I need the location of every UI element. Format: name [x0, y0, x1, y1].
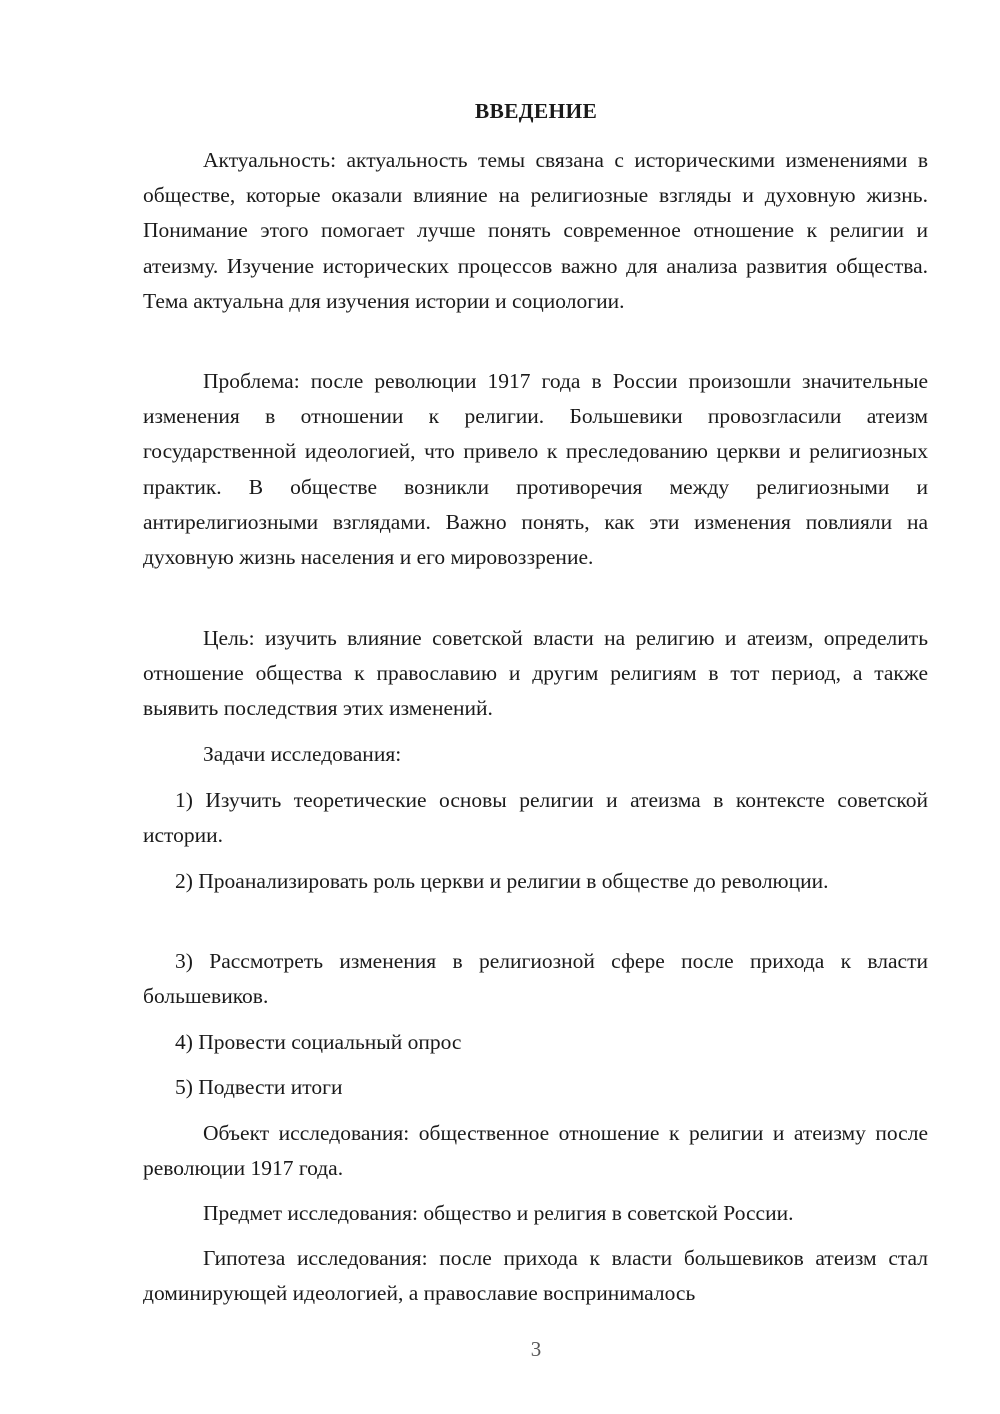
paragraph-object: Объект исследования: общественное отношение к религии и атеизму после революции 1917 года.: [143, 1121, 928, 1181]
list-item-task-1: 1) Изучить теоретические основы религии и атеизма в контексте советской истории.: [143, 788, 928, 848]
paragraph-tasks-heading: Задачи исследования:: [203, 742, 402, 766]
page-title: ВВЕДЕНИЕ: [474, 99, 598, 123]
paragraph-hypothesis: Гипотеза исследования: после прихода к власти большевиков атеизм стал доминирующей идеологией, а православие воспринималось: [143, 1246, 928, 1306]
list-item-task-2: 2) Проанализировать роль церкви и религии в обществе до революции.: [175, 869, 829, 893]
paragraph-relevance: Актуальность: актуальность темы связана с историческими изменениями в обществе, которые оказали влияние на религиозные взгляды и духовную жизнь. Понимание этого помогает лучше понять современное отношение к религии и атеизму. Изучение исторических процессов важно для анализа развития общества. Тема актуальна для изучения истории и социологии.: [143, 148, 928, 313]
paragraph-problem: Проблема: после революции 1917 года в России произошли значительные изменения в отношении к религии. Большевики провозгласили атеизм государственной идеологией, что привело к преследованию церкви и религиозных практик. В обществе возникли противоречия между религиозными и антирелигиозными взглядами. Важно понять, как эти изменения повлияли на духовную жизнь населения и его мировоззрение.: [143, 369, 928, 570]
list-item-task-3: 3) Рассмотреть изменения в религиозной сфере после прихода к власти большевиков.: [143, 949, 928, 1009]
paragraph-subject: Предмет исследования: общество и религия в советской России.: [203, 1201, 794, 1225]
list-item-task-4: 4) Провести социальный опрос: [175, 1030, 462, 1054]
list-item-task-5: 5) Подвести итоги: [175, 1075, 343, 1099]
page-number: 3: [530, 1337, 542, 1361]
paragraph-goal: Цель: изучить влияние советской власти на религию и атеизм, определить отношение общества к православию и другим религиям в тот период, а также выявить последствия этих изменений.: [143, 626, 928, 721]
